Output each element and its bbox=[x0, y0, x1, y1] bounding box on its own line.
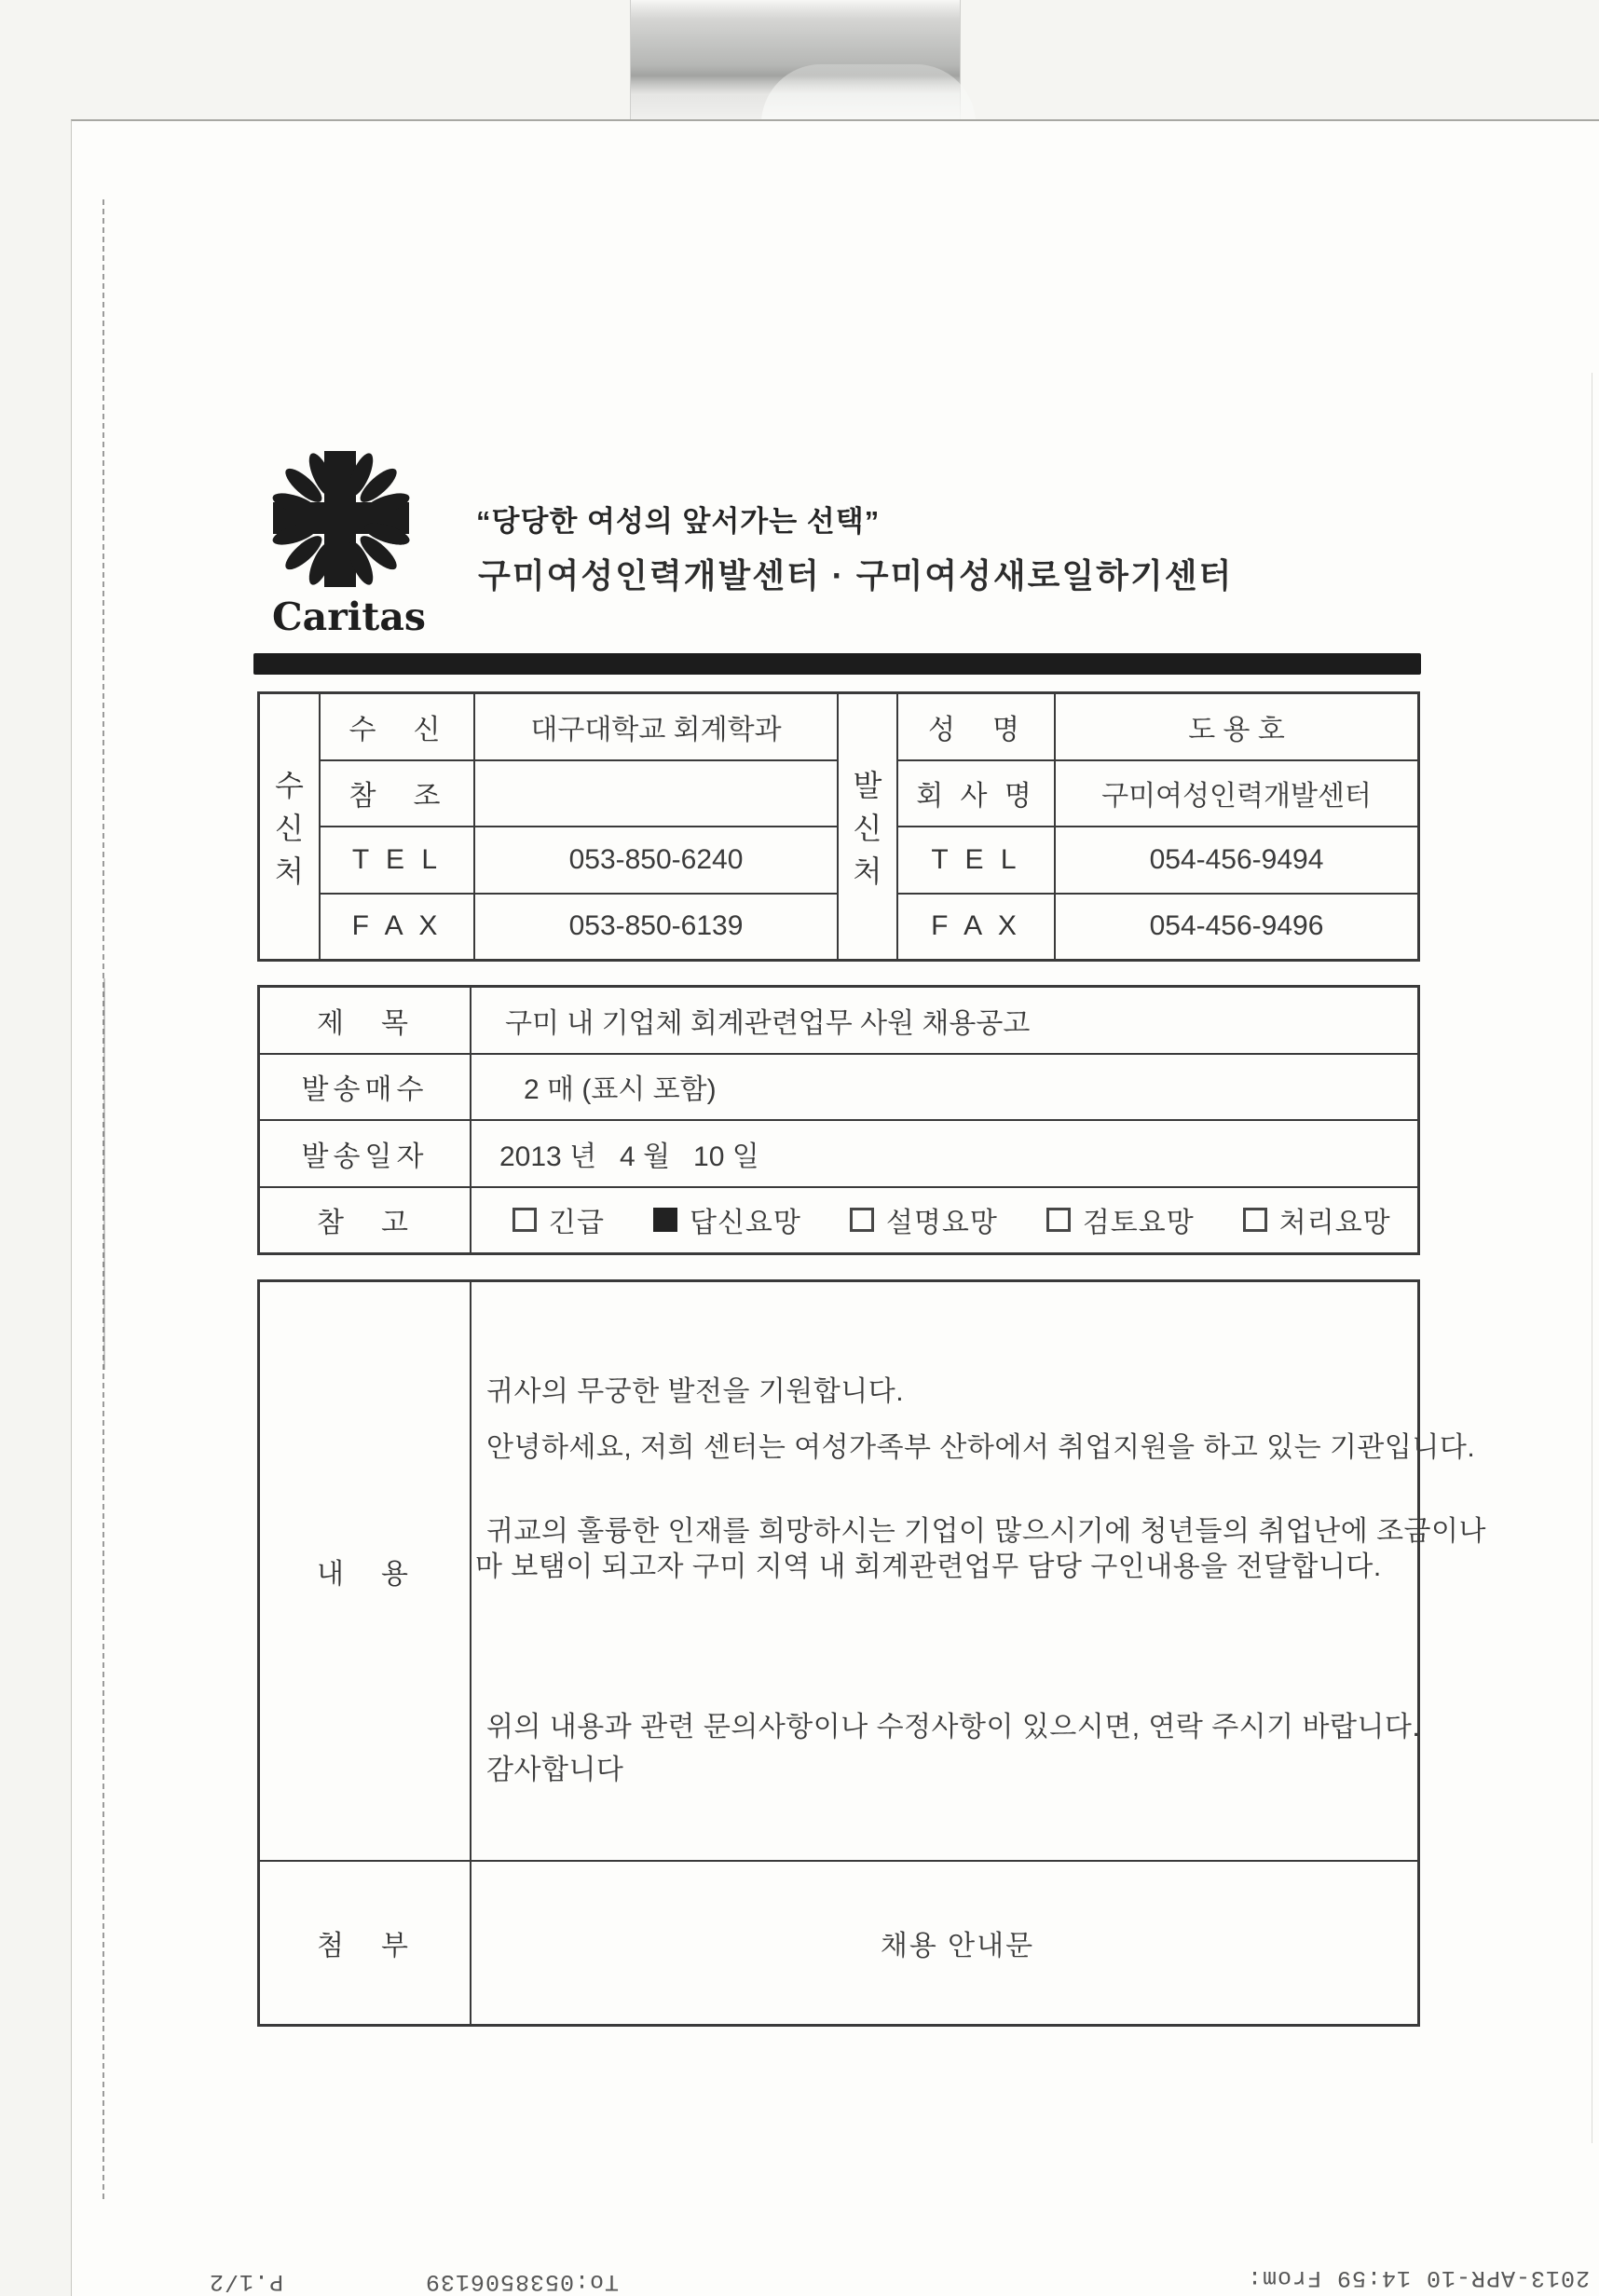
content-line: 마 보탬이 되고자 구미 지역 내 회계관련업무 담당 구인내용을 전달합니다. bbox=[475, 1551, 1382, 1582]
caritas-wordmark: Caritas bbox=[272, 594, 426, 639]
subject-value: 구미 내 기업체 회계관련업무 사원 채용공고 bbox=[472, 988, 1417, 1055]
checkbox-label: 답신요망 bbox=[689, 1208, 801, 1239]
checkbox-option bbox=[512, 1199, 605, 1240]
checkbox-icon bbox=[850, 1208, 874, 1232]
remarks-checkboxes bbox=[472, 1188, 1417, 1253]
recipient-row-label: 참 조 bbox=[321, 761, 473, 828]
sender-company-value: 구미여성인력개발센터 bbox=[1056, 761, 1417, 828]
checkbox-option bbox=[1046, 1199, 1195, 1240]
org-names: 구미여성인력개발센터 · 구미여성새로일하기센터 bbox=[478, 556, 1234, 594]
side-char: 처 bbox=[275, 854, 304, 888]
recipient-row-label: T E L bbox=[321, 827, 473, 895]
checkbox-label: 설명요망 bbox=[885, 1208, 998, 1239]
sender-row-label: F A X bbox=[931, 910, 1021, 942]
side-char: 수 bbox=[275, 769, 304, 802]
side-char: 발 bbox=[853, 769, 882, 802]
date-value: 2013 년 4 월 10 일 bbox=[472, 1121, 1417, 1188]
sender-row-label: 성 명 bbox=[898, 694, 1054, 761]
recipient-name-value: 대구대학교 회계학과 bbox=[475, 694, 837, 761]
slogan-text: “당당한 여성의 앞서가는 선택” bbox=[476, 505, 881, 538]
content-line: 안녕하세요, 저희 센터는 여성가족부 산하에서 취업지원을 하고 있는 기관입니다. bbox=[486, 1432, 1476, 1463]
checkbox-checked-icon bbox=[653, 1208, 677, 1232]
recipient-cc-value bbox=[475, 761, 837, 828]
content-line: 귀교의 훌륭한 인재를 희망하시는 기업이 많으시기에 청년들의 취업난에 조금이나 bbox=[486, 1516, 1486, 1547]
subject-label: 제 목 bbox=[260, 988, 470, 1055]
remarks-label: 참 고 bbox=[317, 1208, 413, 1239]
checkbox-option bbox=[1243, 1199, 1391, 1240]
checkbox-option bbox=[653, 1199, 801, 1240]
recipient-row-label: F A X bbox=[351, 910, 443, 942]
sender-tel-value: 054-456-9494 bbox=[1056, 827, 1417, 895]
attachment-value: 채용 안내문 bbox=[880, 1931, 1035, 1961]
checkbox-label: 검토요망 bbox=[1082, 1208, 1195, 1239]
content-label: 내 용 bbox=[260, 1282, 470, 1862]
content-body bbox=[472, 1282, 1486, 1862]
date-label: 발송일자 bbox=[260, 1121, 470, 1188]
scanner-clip-arc bbox=[761, 64, 976, 124]
recipient-row-label: 수 신 bbox=[321, 694, 473, 761]
sender-side-label bbox=[839, 694, 896, 959]
checkbox-label: 긴급 bbox=[549, 1208, 605, 1239]
checkbox-icon bbox=[512, 1208, 537, 1232]
recipient-fax-value: 053-850-6139 bbox=[568, 910, 744, 942]
attachment-label: 첨 부 bbox=[317, 1931, 413, 1961]
sender-row-label: T E L bbox=[898, 827, 1054, 895]
checkbox-option bbox=[850, 1199, 998, 1240]
pages-label: 발송매수 bbox=[260, 1055, 470, 1122]
recipient-side-label bbox=[260, 694, 319, 959]
fold-mark-solid bbox=[103, 978, 105, 1370]
recipient-tel-value: 053-850-6240 bbox=[475, 827, 837, 895]
content-line: 위의 내용과 관련 문의사항이나 수정사항이 있으시면, 연락 주시기 바랍니다. bbox=[486, 1712, 1421, 1742]
sender-name-value: 도 용 호 bbox=[1056, 694, 1417, 761]
checkbox-label: 처리요망 bbox=[1278, 1208, 1391, 1239]
side-char: 신 bbox=[853, 812, 882, 845]
content-table bbox=[257, 1279, 1486, 2027]
side-char: 처 bbox=[853, 854, 882, 888]
checkbox-icon bbox=[1046, 1208, 1071, 1232]
divider-bar bbox=[253, 653, 1421, 675]
fax-to-number: To:0538506139 bbox=[425, 2268, 620, 2295]
sender-fax-value: 054-456-9496 bbox=[1149, 910, 1324, 942]
checkbox-icon bbox=[1243, 1208, 1267, 1232]
pages-value: 2 매 (표시 포함) bbox=[472, 1055, 1417, 1122]
fax-datetime-from: 2013-APR-10 14:59 From: bbox=[1247, 2264, 1591, 2291]
scanner-clip bbox=[630, 0, 961, 120]
recipient-sender-table bbox=[257, 691, 1420, 962]
content-line: 귀사의 무궁한 발전을 기원합니다. bbox=[486, 1376, 905, 1407]
sender-row-label: 회 사 명 bbox=[898, 761, 1054, 828]
caritas-logo-icon bbox=[268, 449, 414, 591]
subject-info-table bbox=[257, 985, 1420, 1255]
content-line: 감사합니다 bbox=[486, 1755, 624, 1785]
fax-page-number: P.1/2 bbox=[209, 2268, 284, 2295]
side-char: 신 bbox=[275, 812, 304, 845]
